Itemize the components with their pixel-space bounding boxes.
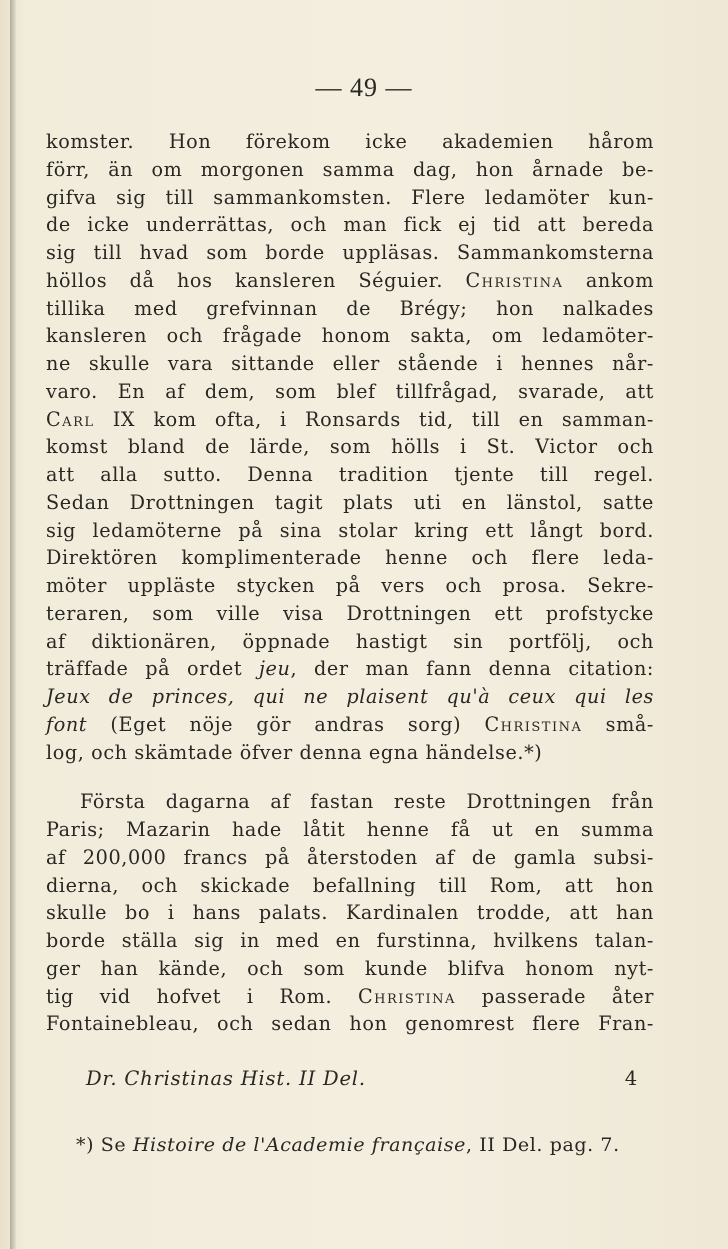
text-line: Paris; Mazarin hade låtit henne få ut en summa [46, 818, 654, 841]
text-segment: höllos då hos kansleren Séguier. [46, 268, 466, 292]
text-line [46, 983, 654, 1011]
footnote-text: Se [94, 1134, 133, 1156]
text-line: teraren, som ville visa Drottningen ett profstycke [46, 601, 654, 625]
footnote-text: , II Del. pag. 7. [465, 1134, 620, 1156]
text-line: de icke underrättas, och man fick ej tid att bereda [46, 213, 654, 237]
text-line: tillika med grefvinnan de Brégy; hon nalkades [46, 296, 654, 320]
footnote-mark: *) [76, 1134, 95, 1156]
text-line: gifva sig till sammankomsten. Flere ledamöter kun- [46, 185, 654, 209]
text-line: af 200,000 francs på återstoden af de gamla subsi- [46, 845, 654, 869]
text-line: log, och skämtade öfver denna egna händelse.*) [46, 740, 543, 764]
text-line: Första dagarna af fastan reste Drottningen från [80, 790, 654, 814]
text-segment: ankom [563, 268, 654, 292]
paragraph-gap [46, 766, 654, 788]
text-line: sig ledamöterne på sina stolar kring ett långt bord. [46, 518, 654, 542]
text-line: att alla sutto. Denna tradition tjente till regel. [46, 463, 654, 486]
text-line: komster. Hon förekom icke akademien hårom [46, 130, 654, 153]
body-text [46, 128, 654, 1038]
footnote-title: Histoire de l'Academie française [132, 1134, 466, 1156]
text-line: ne skulle vara sittande eller stående i hennes når- [46, 352, 654, 375]
text-line: Sedan Drottningen tagit plats uti en länstol, satte [46, 490, 654, 514]
name-christina: Christina [465, 268, 564, 292]
italic-word: jeu [259, 657, 291, 681]
text-line [46, 267, 654, 295]
text-segment: små- [582, 712, 654, 736]
text-segment: träffade på ordet [46, 657, 259, 681]
italic-word: font [46, 712, 88, 736]
text-line: förr, än om morgonen samma dag, hon årnade be- [46, 157, 654, 181]
footnote [76, 1134, 656, 1156]
text-line: ger han kände, och som kunde blifva honom nyt- [46, 956, 654, 980]
name-christina: Christina [484, 712, 583, 736]
signature-text: Dr. Christinas Hist. II Del. [86, 1067, 366, 1090]
text-line [46, 711, 654, 739]
text-segment: (Eget nöje gör andras sorg) [87, 712, 485, 736]
text-line: af diktionären, öppnade hastigt sin portfölj, och [46, 629, 654, 653]
quote-line: Jeux de princes, qui ne plaisent qu'à ceux qui les [46, 685, 654, 708]
book-spine-shadow [10, 0, 16, 1249]
text-segment: tig vid hofvet i Rom. [46, 984, 358, 1008]
name-christina: Christina [357, 984, 456, 1008]
text-line: kansleren och frågade honom sakta, om ledamöter- [46, 324, 654, 348]
text-line: varo. En af dem, som blef tillfrågad, svarade, att [46, 379, 654, 403]
text-line: möter uppläste stycken på vers och prosa. Sekre- [46, 574, 654, 597]
text-line: skulle bo i hans palats. Kardinalen trodde, att han [46, 901, 654, 925]
text-line: sig till hvad som borde uppläsas. Sammankomsterna [46, 241, 654, 264]
text-line [46, 406, 654, 434]
text-segment: passerade åter [455, 984, 654, 1008]
text-line: Direktören komplimenterade henne och flere leda- [46, 546, 654, 570]
text-segment: , der man fann denna citation: [290, 657, 654, 681]
signature-mark: 4 [624, 1067, 638, 1090]
text-segment: IX kom ofta, i Ronsards tid, till en samman- [94, 407, 654, 431]
text-line: borde ställa sig in med en furstinna, hvilkens talan- [46, 929, 654, 952]
page-number: — 49 — [315, 73, 413, 102]
text-line [46, 655, 654, 683]
text-line: Fontainebleau, och sedan hon genomrest flere Fran- [46, 1012, 654, 1036]
text-line: dierna, och skickade befallning till Rom, att hon [46, 873, 654, 897]
name-carl: Carl [46, 407, 95, 431]
text-line: komst bland de lärde, som hölls i St. Victor och [46, 435, 654, 459]
signature-line [86, 1067, 638, 1090]
